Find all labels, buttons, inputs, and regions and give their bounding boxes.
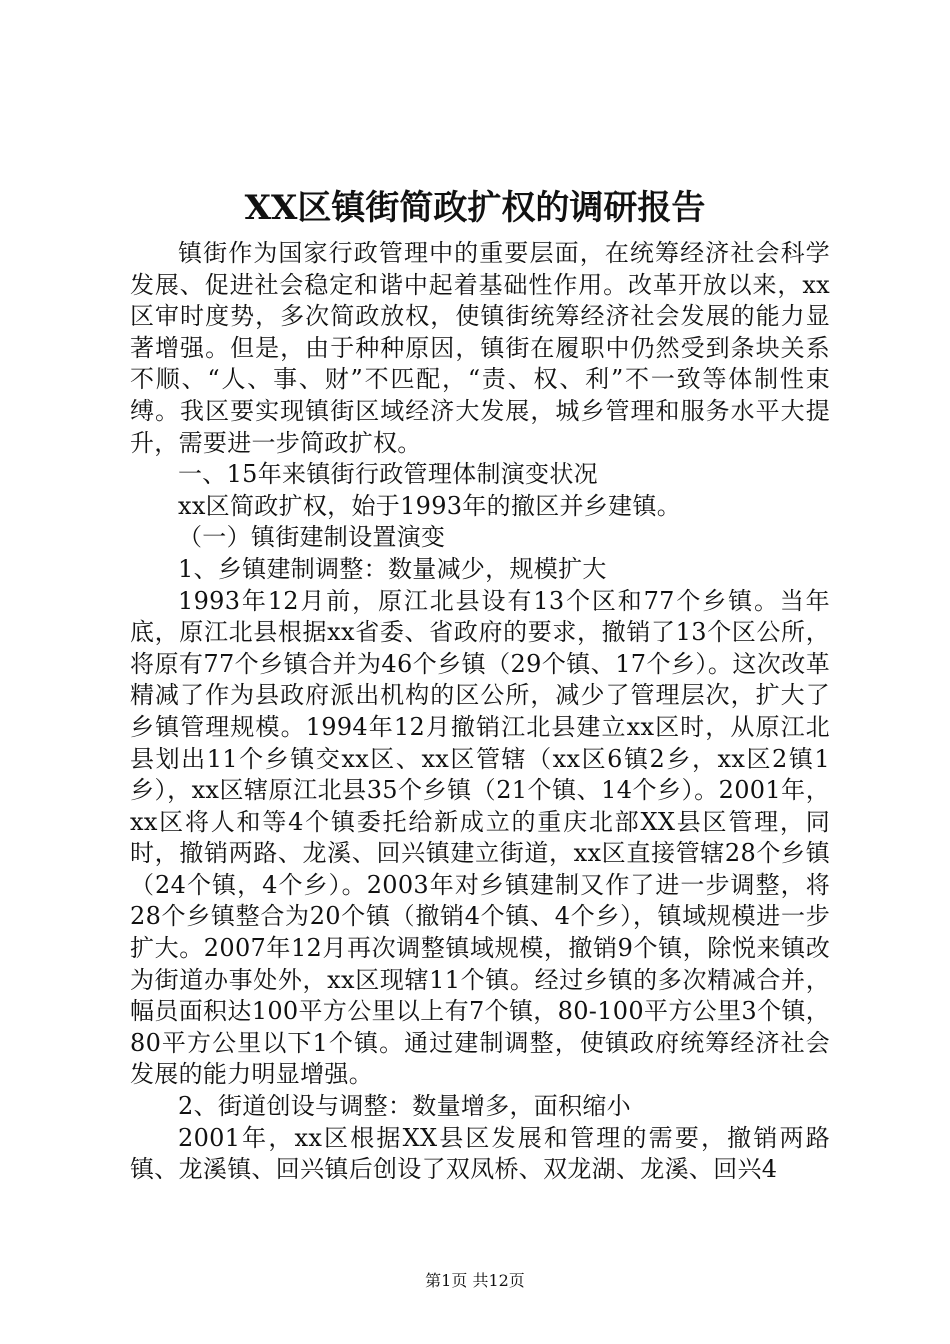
document-title: XX区镇街简政扩权的调研报告 (244, 188, 706, 228)
item-heading-2: 2、街道创设与调整：数量增多，面积缩小 (178, 1092, 631, 1121)
paragraph-origin: xx区简政扩权，始于1993年的撤区并乡建镇。 (178, 491, 682, 520)
paragraph-intro: 镇街作为国家行政管理中的重要层面，在统筹经济社会科学发展、促进社会稳定和谐中起着基础性作用。改革开放以来，xx区审时度势，多次简政放权，使镇街统筹经济社会发展的能力显著增强。但是，由于种种原因，镇街在履职中仍然受到条块关系不顺、“人、事、财”不匹配，“责、权、利”不一致等体制性束缚。我区要实现镇街区域经济大发展，城乡管理和服务水平大提升，需要进一步简政扩权。 (130, 239, 830, 457)
paragraph-street-history: 2001年，xx区根据XX县区发展和管理的需要，撤销两路镇、龙溪镇、回兴镇后创设了双凤桥、双龙湖、龙溪、回兴4 (130, 1123, 830, 1184)
subsection-heading-1: （一）镇街建制设置演变 (178, 523, 446, 552)
paragraph-township-history: 1993年12月前，原江北县设有13个区和77个乡镇。当年底，原江北县根据xx省委、省政府的要求，撤销了13个区公所，将原有77个乡镇合并为46个乡镇（29个镇、17个乡）。这次改革精减了作为县政府派出机构的区公所，减少了管理层次，扩大了乡镇管理规模。1994年12月撤销江北县建立xx区时，从原江北县划出11个乡镇交xx区、xx区管辖（xx区6镇2乡，xx区2镇1乡），xx区辖原江北县35个乡镇（21个镇、14个乡）。2001年，xx区将人和等4个镇委托给新成立的重庆北部XX县区管理，同时，撤销两路、龙溪、回兴镇建立街道，xx区直接管辖28个乡镇（24个镇，4个乡）。2003年对乡镇建制又作了进一步调整，将28个乡镇整合为20个镇（撤销4个镇、4个乡），镇域规模进一步扩大。2007年12月再次调整镇域规模，撤销9个镇，除悦来镇改为街道办事处外，xx区现辖11个镇。经过乡镇的多次精减合并，幅员面积达100平方公里以上有7个镇，80-100平方公里3个镇，80平方公里以下1个镇。通过建制调整，使镇政府统筹经济社会发展的能力明显增强。 (130, 586, 830, 1089)
page-number-footer: 第1页 共12页 (425, 1271, 525, 1290)
item-heading-1: 1、乡镇建制调整：数量减少，规模扩大 (178, 554, 607, 583)
section-heading-1: 一、15年来镇街行政管理体制演变状况 (178, 460, 598, 489)
document-body (130, 238, 830, 1186)
